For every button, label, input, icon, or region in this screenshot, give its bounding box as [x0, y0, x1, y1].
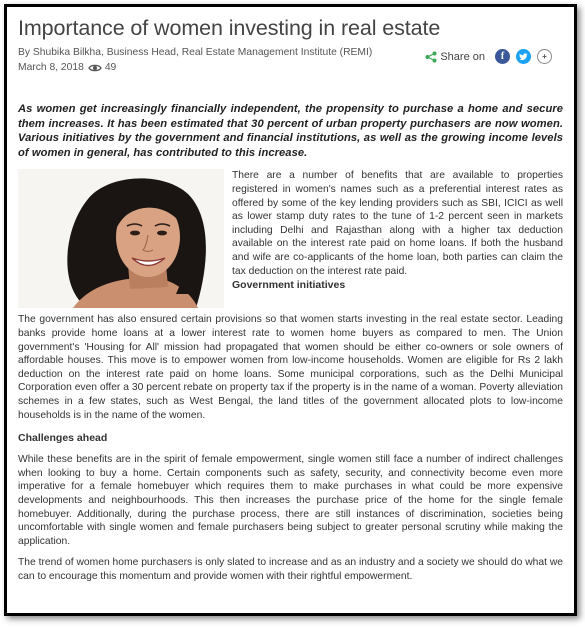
- article-title: Importance of women investing in real estate: [18, 16, 441, 40]
- twitter-icon[interactable]: [516, 49, 531, 64]
- share-label: Share on: [440, 50, 485, 63]
- byline: By Shubika Bilkha, Business Head, Real Estate Management Institute (REMI): [18, 47, 373, 58]
- view-count: [88, 60, 116, 75]
- article-frame: [4, 4, 577, 616]
- more-icon[interactable]: +: [537, 49, 552, 64]
- author-photo: [18, 169, 224, 308]
- eye-icon: [88, 63, 102, 73]
- article-meta: [18, 46, 563, 76]
- paragraph-conclusion: The trend of women home purchasers is only slated to increase and as an industry and a society we should do what we can to encourage this momentum and provide women with their rightful empowerment.: [18, 557, 563, 582]
- share-bar: [425, 49, 552, 64]
- heading-challenges: Challenges ahead: [18, 432, 108, 445]
- paragraph-government: The government has also ensured certain provisions so that women starts investing in the real estate sector. Leading banks provide home loans at a lower interest rate to women home buyers as compared to men. The Union government's 'Housing for All' mission had propagated that women should be either co-owners or sole owners of affordable houses. This move is to empower women from low-income households. Women are eligible for Rs 2 lakh deduction on the interest rate paid on home loans. Some municipal corporations, such as the Delhi Municipal Corporation even offer a 30 percent rebate on property tax if the property is in the name of a woman. Poverty alleviation schemes in a few states, such as West Bengal, the land titles of the government allocated plots to low-income households is in the name of the women.: [18, 314, 563, 421]
- article-lead: As women get increasingly financially independent, the propensity to purchase a home and secure them increases. It has been estimated that 30 percent of urban property purchasers are now women. Various initiatives by the government and financial institutions, as well as the growing income levels of women in general, has contributed to this increase.: [18, 103, 563, 159]
- view-count-value: 49: [104, 62, 117, 73]
- paragraph-challenges: While these benefits are in the spirit of female empowerment, single women still face a number of indirect challenges when looking to buy a home. Certain components such as safety, security, and connectivity become even more imperative for a female homebuyer which requires them to make purchases in what could be more expensive developments and neighbourhoods. This then increases the purchase price of the home for the single female homebuyer. Additionally, during the purchase process, there are still instances of discrimination, societies being uncomfortable with single women and female purchasers being subject to greater personal scrutiny while making the application.: [18, 454, 563, 547]
- heading-government: Government initiatives: [232, 279, 346, 292]
- publish-date: March 8, 2018: [18, 62, 84, 73]
- intro-text: [232, 169, 563, 292]
- share-icon[interactable]: [425, 51, 437, 63]
- article: [18, 15, 563, 583]
- facebook-icon[interactable]: f: [495, 49, 510, 64]
- paragraph-benefits: There are a number of benefits that are available to properties registered in women's names such as a preferential interest rates as offered by some of the key lending providers such as SBI, ICICI as well as lower stamp duty rates to the tune of 1-2 percent seen in markets including Delhi and Rajasthan along with a higher tax deduction available on the interest rate paid on home loans. If both the husband and wife are co-applicants of the home loan, both parties can claim the tax deduction on the interest rate paid.: [232, 170, 563, 277]
- intro-section: [18, 169, 563, 310]
